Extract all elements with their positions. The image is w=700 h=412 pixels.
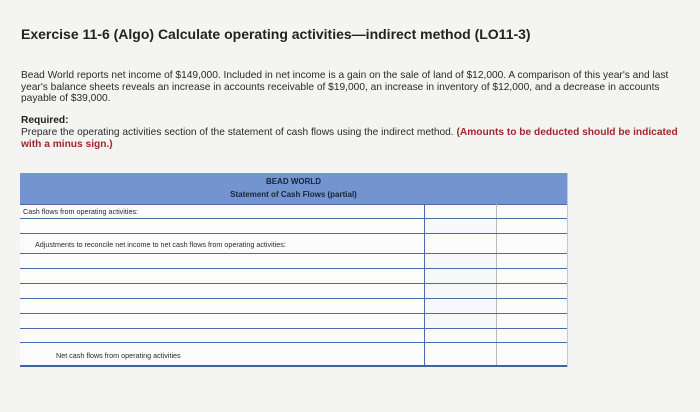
net-income-row: [20, 219, 567, 234]
statement-title: Statement of Cash Flows (partial): [230, 190, 357, 199]
spacer-row: [20, 329, 567, 343]
adjustment-row: [20, 269, 567, 284]
statement-header: [20, 173, 567, 205]
company-name: BEAD WORLD: [265, 177, 322, 186]
required-text: Prepare the operating activities section of the statement of cash flows using the indirect method.: [21, 127, 454, 138]
net-cash-flows-row: [20, 343, 567, 367]
required-heading: Required:: [21, 115, 69, 126]
required-emphasis: (Amounts to be deducted should be indicated with a minus sign.): [21, 127, 678, 150]
net-cash-label: Net cash flows from operating activities: [56, 351, 181, 360]
adjustment-row: [20, 284, 567, 299]
exercise-title: Exercise 11-6 (Algo) Calculate operating activities—indirect method (LO11-3): [21, 26, 531, 42]
adjustment-row: [20, 254, 567, 269]
problem-description: Bead World reports net income of $149,000. Included in net income is a gain on the sale of land of $12,000. A comparison of this year's and last year's balance sheets reveals an increase in accounts receivable of $19,000, an increase in inventory of $12,000, and a decrease in accounts payable of $39,000.: [21, 70, 669, 104]
adjustments-heading-row: [20, 234, 567, 254]
required-instructions: [21, 127, 686, 150]
cash-flows-label: Cash flows from operating activities:: [23, 207, 139, 216]
net-cash-amount-field[interactable]: [497, 343, 567, 365]
cash-flows-heading-row: [20, 204, 567, 219]
adjustment-row: [20, 314, 567, 329]
adjustments-label: Adjustments to reconcile net income to net cash flows from operating activities:: [35, 240, 286, 249]
adjustment-row: [20, 299, 567, 314]
cash-flow-worksheet: [20, 173, 568, 367]
